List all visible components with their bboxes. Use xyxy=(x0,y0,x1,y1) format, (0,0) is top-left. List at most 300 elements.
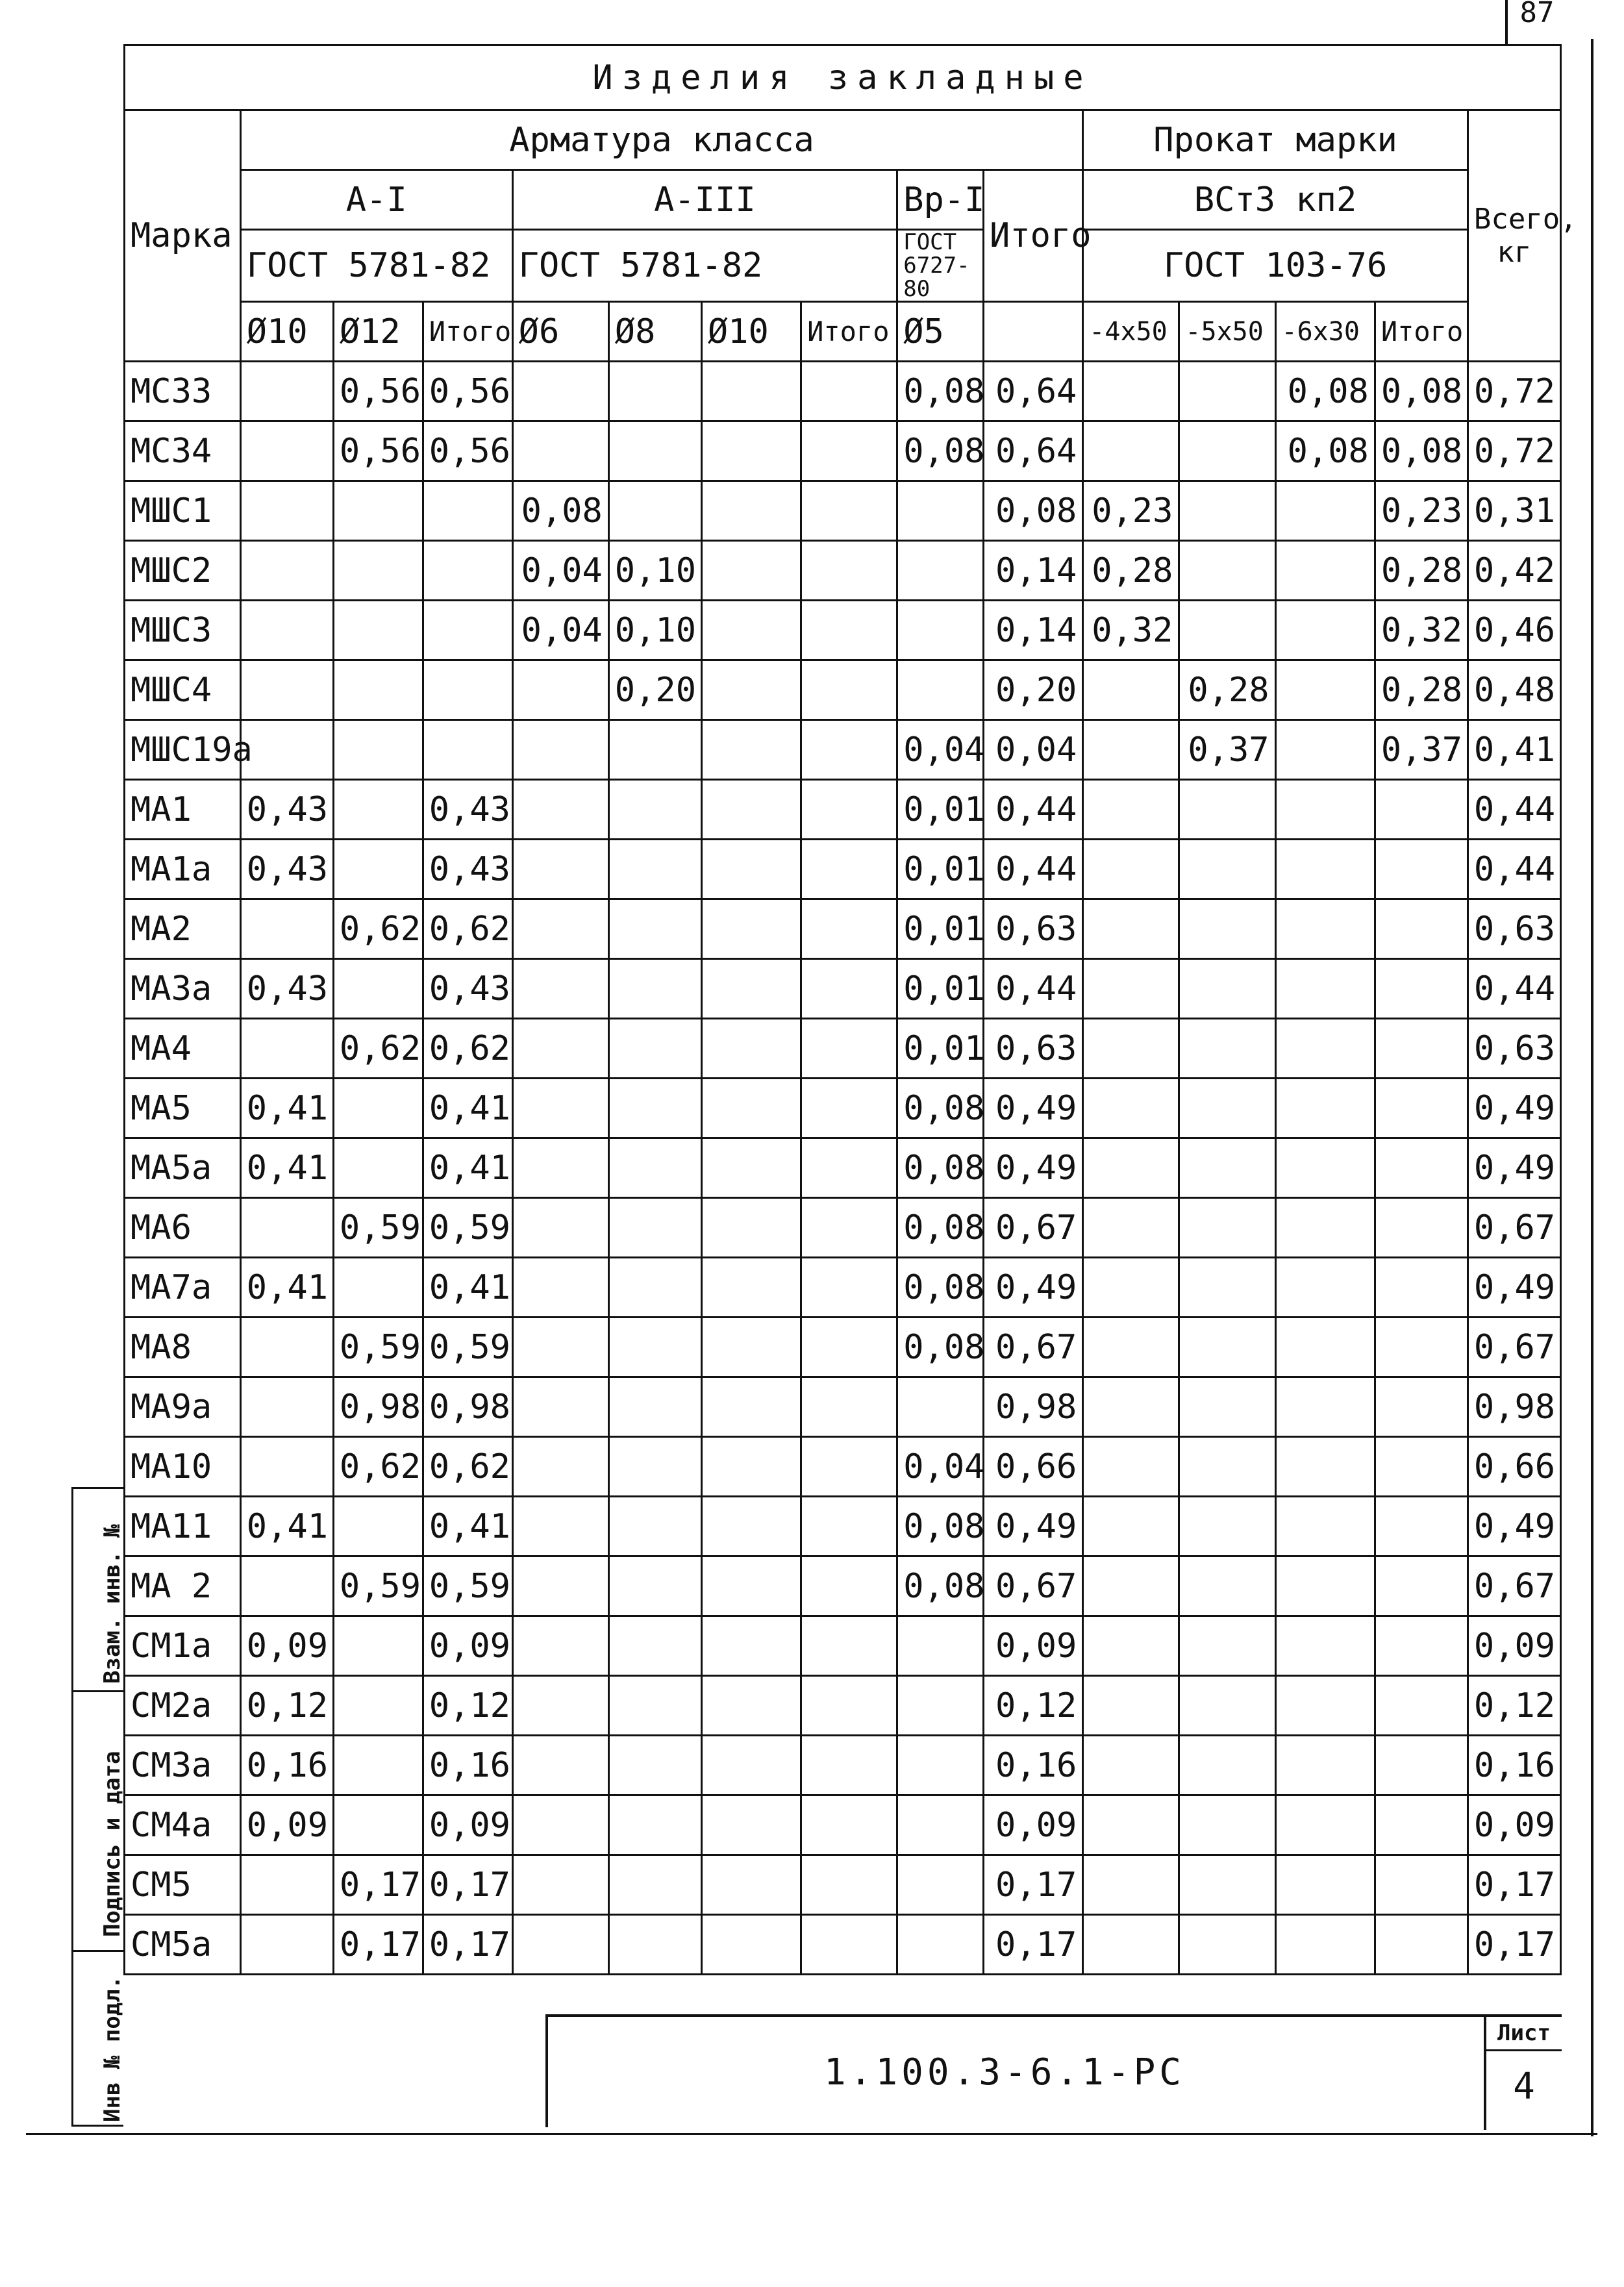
table-row xyxy=(125,1079,1561,1138)
row-value xyxy=(701,1318,801,1377)
header-sum2: Итого xyxy=(801,302,897,362)
row-value xyxy=(801,1915,897,1975)
header-gost-a3: ГОСТ 5781-82 xyxy=(512,230,897,302)
row-value xyxy=(1275,1736,1375,1795)
row-value xyxy=(1375,1616,1468,1676)
row-value: 0,17 xyxy=(423,1915,512,1975)
row-mark: МА8 xyxy=(125,1318,241,1377)
row-value: 0,17 xyxy=(333,1855,423,1915)
row-value xyxy=(1083,1318,1179,1377)
row-value xyxy=(333,1795,423,1855)
row-value: 0,09 xyxy=(984,1616,1083,1676)
row-mark: МА2 xyxy=(125,899,241,959)
row-value xyxy=(1179,840,1275,899)
row-mark: МА10 xyxy=(125,1437,241,1497)
row-value xyxy=(608,840,701,899)
row-value xyxy=(1275,1138,1375,1198)
row-value xyxy=(1083,1795,1179,1855)
row-value xyxy=(240,601,333,660)
row-value xyxy=(1083,1497,1179,1556)
row-value xyxy=(701,362,801,421)
row-value: 0,44 xyxy=(984,959,1083,1019)
row-value xyxy=(897,1855,984,1915)
row-value: 0,98 xyxy=(1468,1377,1560,1437)
row-mark: СМ3а xyxy=(125,1736,241,1795)
row-value xyxy=(897,1736,984,1795)
row-value: 0,49 xyxy=(984,1138,1083,1198)
row-mark: МА1 xyxy=(125,780,241,840)
row-value xyxy=(701,1497,801,1556)
row-value xyxy=(1179,1258,1275,1318)
row-value xyxy=(1275,1377,1375,1437)
table-row xyxy=(125,541,1561,601)
row-value: 0,37 xyxy=(1179,720,1275,780)
row-value xyxy=(1179,1616,1275,1676)
row-value xyxy=(608,899,701,959)
table-body xyxy=(125,362,1561,1975)
row-value: 0,72 xyxy=(1468,421,1560,481)
row-value xyxy=(1375,1676,1468,1736)
row-value xyxy=(333,1497,423,1556)
row-value xyxy=(897,1795,984,1855)
row-value xyxy=(1083,780,1179,840)
row-value: 0,67 xyxy=(1468,1318,1560,1377)
row-value xyxy=(512,780,608,840)
row-value xyxy=(1179,959,1275,1019)
row-value xyxy=(1375,959,1468,1019)
row-value xyxy=(1375,1138,1468,1198)
row-value xyxy=(240,1437,333,1497)
row-value xyxy=(801,541,897,601)
sheet-box xyxy=(1484,2017,1562,2130)
row-value xyxy=(608,1736,701,1795)
row-value xyxy=(1275,1855,1375,1915)
row-value: 0,41 xyxy=(423,1079,512,1138)
row-value xyxy=(1179,1855,1275,1915)
row-value xyxy=(801,959,897,1019)
row-value xyxy=(1375,840,1468,899)
row-value xyxy=(701,481,801,541)
row-value xyxy=(801,1616,897,1676)
row-value: 0,08 xyxy=(897,1497,984,1556)
table-row xyxy=(125,1497,1561,1556)
row-value xyxy=(240,1198,333,1258)
row-value: 0,56 xyxy=(423,362,512,421)
row-value xyxy=(1083,1019,1179,1079)
row-value xyxy=(333,1138,423,1198)
row-value xyxy=(897,1915,984,1975)
row-value xyxy=(701,1676,801,1736)
title-block xyxy=(545,2014,1562,2127)
row-value xyxy=(1375,1795,1468,1855)
row-value xyxy=(423,660,512,720)
row-value xyxy=(1275,1915,1375,1975)
row-value xyxy=(801,1258,897,1318)
row-value: 0,41 xyxy=(240,1138,333,1198)
row-value xyxy=(1275,1318,1375,1377)
row-value: 0,41 xyxy=(240,1079,333,1138)
row-value xyxy=(701,1079,801,1138)
row-value: 0,59 xyxy=(333,1198,423,1258)
row-value xyxy=(1179,362,1275,421)
row-value xyxy=(423,720,512,780)
row-value xyxy=(333,720,423,780)
row-value xyxy=(608,1377,701,1437)
row-value xyxy=(1275,1616,1375,1676)
row-value xyxy=(801,1019,897,1079)
row-value xyxy=(801,1318,897,1377)
row-value xyxy=(1375,1079,1468,1138)
row-value xyxy=(240,1318,333,1377)
header-total-kg: Всего, кг xyxy=(1468,110,1560,362)
row-value xyxy=(801,1556,897,1616)
row-value xyxy=(1275,1497,1375,1556)
row-value xyxy=(801,899,897,959)
table-row xyxy=(125,1616,1561,1676)
row-value xyxy=(608,1138,701,1198)
header-itogo: Итого xyxy=(984,170,1083,302)
row-value: 0,31 xyxy=(1468,481,1560,541)
sheet-number: 4 xyxy=(1513,2066,1535,2108)
row-value xyxy=(1275,1437,1375,1497)
row-value: 0,59 xyxy=(423,1556,512,1616)
row-value: 0,04 xyxy=(897,720,984,780)
row-value: 0,41 xyxy=(423,1258,512,1318)
row-value: 0,63 xyxy=(984,1019,1083,1079)
row-value xyxy=(240,541,333,601)
row-value: 0,43 xyxy=(240,840,333,899)
header-gost-a1: ГОСТ 5781-82 xyxy=(240,230,512,302)
table-row xyxy=(125,720,1561,780)
table-row xyxy=(125,780,1561,840)
header-a1: А-I xyxy=(240,170,512,230)
row-value xyxy=(333,601,423,660)
header-rebar-class: Арматура класса xyxy=(240,110,1083,170)
row-value: 0,44 xyxy=(984,840,1083,899)
row-value: 0,08 xyxy=(1375,421,1468,481)
row-value: 0,23 xyxy=(1083,481,1179,541)
row-value xyxy=(608,959,701,1019)
row-value: 0,20 xyxy=(984,660,1083,720)
header-d10: Ø10 xyxy=(240,302,333,362)
row-value: 0,08 xyxy=(984,481,1083,541)
row-value xyxy=(608,1556,701,1616)
header-sum3: Итого xyxy=(1375,302,1468,362)
row-value xyxy=(1179,1377,1275,1437)
side-label-inv-orig: Инв № подл. xyxy=(99,1975,125,2122)
row-value: 0,04 xyxy=(984,720,1083,780)
row-mark: СМ2а xyxy=(125,1676,241,1736)
row-mark: МА1а xyxy=(125,840,241,899)
table-row xyxy=(125,840,1561,899)
row-value: 0,62 xyxy=(423,899,512,959)
row-value xyxy=(1275,660,1375,720)
row-value: 0,66 xyxy=(1468,1437,1560,1497)
row-value xyxy=(1179,1676,1275,1736)
row-value xyxy=(1375,780,1468,840)
row-value xyxy=(701,1437,801,1497)
row-value: 0,43 xyxy=(240,780,333,840)
row-value xyxy=(701,1736,801,1795)
row-value xyxy=(512,720,608,780)
row-value: 0,12 xyxy=(1468,1676,1560,1736)
row-mark: МА9а xyxy=(125,1377,241,1437)
table-row xyxy=(125,1736,1561,1795)
row-value: 0,16 xyxy=(984,1736,1083,1795)
row-value: 0,08 xyxy=(897,1318,984,1377)
row-value xyxy=(801,421,897,481)
table-row xyxy=(125,481,1561,541)
row-value xyxy=(512,1676,608,1736)
row-value: 0,49 xyxy=(984,1497,1083,1556)
row-mark: МС34 xyxy=(125,421,241,481)
row-value: 0,49 xyxy=(1468,1138,1560,1198)
row-value: 0,01 xyxy=(897,780,984,840)
row-value xyxy=(608,1855,701,1915)
header-sum1: Итого xyxy=(423,302,512,362)
row-value xyxy=(423,481,512,541)
row-value xyxy=(1083,1437,1179,1497)
table-row xyxy=(125,1318,1561,1377)
row-value: 0,08 xyxy=(897,362,984,421)
row-value xyxy=(240,1556,333,1616)
row-value xyxy=(701,541,801,601)
row-value xyxy=(801,1676,897,1736)
row-value xyxy=(423,601,512,660)
document-code: 1.100.3-6.1-РС xyxy=(823,2051,1185,2093)
row-value xyxy=(1179,541,1275,601)
row-value xyxy=(1275,899,1375,959)
table-row xyxy=(125,421,1561,481)
row-value: 0,17 xyxy=(1468,1855,1560,1915)
row-value xyxy=(1179,601,1275,660)
row-value xyxy=(512,1437,608,1497)
row-value xyxy=(1179,1138,1275,1198)
row-value xyxy=(1375,1855,1468,1915)
table-row xyxy=(125,1019,1561,1079)
row-value xyxy=(801,601,897,660)
row-value: 0,32 xyxy=(1375,601,1468,660)
row-value xyxy=(333,541,423,601)
row-value xyxy=(512,362,608,421)
row-value xyxy=(1083,1676,1179,1736)
row-value: 0,23 xyxy=(1375,481,1468,541)
row-value: 0,67 xyxy=(984,1318,1083,1377)
row-value: 0,16 xyxy=(1468,1736,1560,1795)
row-value xyxy=(1275,541,1375,601)
row-value xyxy=(1083,1915,1179,1975)
table-row xyxy=(125,660,1561,720)
row-value xyxy=(608,1019,701,1079)
row-mark: СМ5а xyxy=(125,1915,241,1975)
header-d8: Ø8 xyxy=(608,302,701,362)
row-value xyxy=(608,1676,701,1736)
row-value xyxy=(1179,1795,1275,1855)
row-value xyxy=(512,1138,608,1198)
row-mark: МШС19а xyxy=(125,720,241,780)
row-value: 0,09 xyxy=(423,1795,512,1855)
row-value xyxy=(608,1915,701,1975)
row-value: 0,04 xyxy=(512,541,608,601)
row-value xyxy=(1179,1497,1275,1556)
row-value xyxy=(801,720,897,780)
row-value xyxy=(333,1079,423,1138)
row-value xyxy=(701,1915,801,1975)
row-value xyxy=(240,1855,333,1915)
row-value xyxy=(608,1258,701,1318)
row-value xyxy=(1179,1437,1275,1497)
row-value xyxy=(1179,421,1275,481)
row-value xyxy=(897,660,984,720)
row-value xyxy=(701,1019,801,1079)
header-rolled-grade: Прокат марки xyxy=(1083,110,1468,170)
row-value xyxy=(512,1915,608,1975)
row-mark: МА 2 xyxy=(125,1556,241,1616)
row-value xyxy=(240,362,333,421)
row-value xyxy=(801,1497,897,1556)
row-value: 0,44 xyxy=(984,780,1083,840)
row-value xyxy=(801,1437,897,1497)
header-mark: Марка xyxy=(125,110,241,362)
row-value xyxy=(1275,720,1375,780)
row-value: 0,62 xyxy=(333,899,423,959)
row-value: 0,49 xyxy=(984,1258,1083,1318)
row-value: 0,41 xyxy=(240,1497,333,1556)
row-value xyxy=(608,720,701,780)
row-value: 0,14 xyxy=(984,601,1083,660)
row-value: 0,17 xyxy=(333,1915,423,1975)
row-value xyxy=(1275,1019,1375,1079)
row-value xyxy=(512,1198,608,1258)
row-mark: СМ4а xyxy=(125,1795,241,1855)
row-value: 0,59 xyxy=(333,1318,423,1377)
row-value xyxy=(333,959,423,1019)
bottom-rule xyxy=(26,2133,1597,2135)
row-value: 0,28 xyxy=(1375,541,1468,601)
row-value xyxy=(512,1258,608,1318)
row-value xyxy=(333,840,423,899)
row-value xyxy=(1083,1556,1179,1616)
row-value xyxy=(240,481,333,541)
row-value xyxy=(1375,1019,1468,1079)
row-value xyxy=(512,1019,608,1079)
row-value xyxy=(608,1198,701,1258)
row-value xyxy=(512,1318,608,1377)
row-value: 0,41 xyxy=(240,1258,333,1318)
row-value xyxy=(897,541,984,601)
row-value xyxy=(1083,1138,1179,1198)
row-value: 0,49 xyxy=(984,1079,1083,1138)
row-value xyxy=(701,840,801,899)
row-value xyxy=(701,1855,801,1915)
row-value: 0,67 xyxy=(984,1198,1083,1258)
row-value: 0,49 xyxy=(1468,1497,1560,1556)
row-value: 0,56 xyxy=(333,362,423,421)
table-row xyxy=(125,601,1561,660)
row-value xyxy=(701,1258,801,1318)
row-value xyxy=(801,481,897,541)
row-value: 0,08 xyxy=(512,481,608,541)
row-value: 0,41 xyxy=(423,1497,512,1556)
row-value xyxy=(1375,1377,1468,1437)
row-value xyxy=(240,1915,333,1975)
row-value xyxy=(333,1258,423,1318)
row-value xyxy=(240,1019,333,1079)
row-value: 0,16 xyxy=(423,1736,512,1795)
row-value: 0,43 xyxy=(423,959,512,1019)
row-value: 0,08 xyxy=(897,1556,984,1616)
row-mark: СМ1а xyxy=(125,1616,241,1676)
row-mark: МС33 xyxy=(125,362,241,421)
row-value xyxy=(1375,1497,1468,1556)
row-value: 0,09 xyxy=(1468,1795,1560,1855)
row-value: 0,41 xyxy=(1468,720,1560,780)
table-row xyxy=(125,1795,1561,1855)
row-value xyxy=(701,1616,801,1676)
row-value: 0,49 xyxy=(1468,1079,1560,1138)
row-value xyxy=(1179,1915,1275,1975)
row-value xyxy=(1083,1377,1179,1437)
row-value: 0,32 xyxy=(1083,601,1179,660)
embedded-items-table xyxy=(123,44,1577,1975)
header-p6x30: -6х30 xyxy=(1275,302,1375,362)
row-value: 0,48 xyxy=(1468,660,1560,720)
row-value xyxy=(897,601,984,660)
row-mark: СМ5 xyxy=(125,1855,241,1915)
row-value xyxy=(897,1377,984,1437)
row-value xyxy=(512,660,608,720)
row-value xyxy=(801,780,897,840)
row-value xyxy=(1275,1079,1375,1138)
row-value: 0,04 xyxy=(512,601,608,660)
row-value: 0,41 xyxy=(423,1138,512,1198)
header-gost-rolled: ГОСТ 103-76 xyxy=(1083,230,1468,302)
row-value: 0,28 xyxy=(1375,660,1468,720)
page-number: 87 xyxy=(1505,0,1566,44)
row-value xyxy=(1275,840,1375,899)
row-value xyxy=(333,481,423,541)
row-value: 0,17 xyxy=(423,1855,512,1915)
row-value xyxy=(333,660,423,720)
row-value xyxy=(608,362,701,421)
row-value xyxy=(801,840,897,899)
row-mark: МШС2 xyxy=(125,541,241,601)
row-value xyxy=(701,1795,801,1855)
row-value xyxy=(1179,1736,1275,1795)
row-value xyxy=(1179,899,1275,959)
frame-right-line xyxy=(1591,39,1593,2136)
row-value: 0,09 xyxy=(240,1795,333,1855)
row-value xyxy=(1179,481,1275,541)
row-value xyxy=(801,362,897,421)
row-value xyxy=(608,481,701,541)
row-value xyxy=(801,1795,897,1855)
row-value: 0,59 xyxy=(423,1198,512,1258)
row-value xyxy=(701,1377,801,1437)
row-value xyxy=(897,1616,984,1676)
row-value: 0,62 xyxy=(333,1019,423,1079)
row-value xyxy=(701,421,801,481)
row-mark: МШС3 xyxy=(125,601,241,660)
row-value xyxy=(1179,1019,1275,1079)
row-value: 0,43 xyxy=(423,840,512,899)
side-label-sign-date: Подпись и дата xyxy=(99,1751,125,1937)
row-value xyxy=(1083,959,1179,1019)
table-row xyxy=(125,1915,1561,1975)
table-row xyxy=(125,1676,1561,1736)
row-value: 0,08 xyxy=(1275,362,1375,421)
row-value: 0,66 xyxy=(984,1437,1083,1497)
